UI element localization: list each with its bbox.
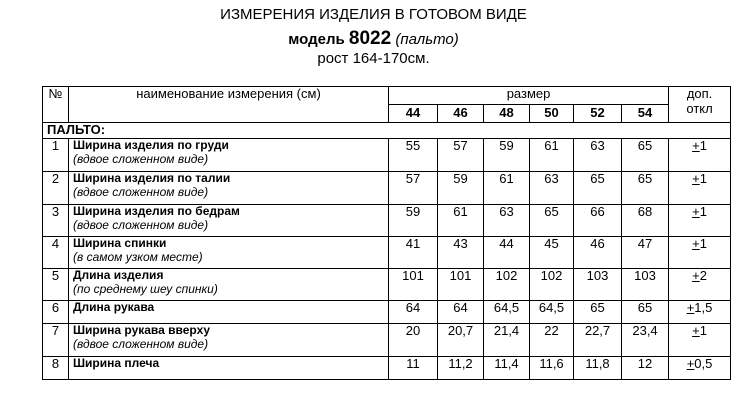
size-value: 20 [389,324,438,357]
tolerance-value: 1 [699,323,707,338]
size-value: 65 [574,301,622,324]
tolerance-cell [669,324,731,357]
measurement-name: Ширина рукава вверху [73,323,211,337]
tolerance-sign: + [686,356,695,371]
size-value: 22 [530,324,574,357]
col-tolerance-header [669,87,731,123]
table-row [43,205,731,237]
size-value: 64,5 [484,301,530,324]
measurement-note: (вдвое сложенном виде) [73,336,209,351]
model-number: 8022 [348,28,392,49]
size-value: 59 [438,172,484,205]
tolerance-value: 1 [699,204,707,219]
tolerance-cell [669,139,731,172]
measurement-name: Ширина плеча [73,356,160,370]
tolerance-cell [669,301,731,324]
size-value: 61 [484,172,530,205]
table-row [43,301,731,324]
tolerance-cell [669,357,731,380]
tolerance-sign: + [692,268,700,283]
measurement-note: (вдвое сложенном виде) [73,184,209,199]
tolerance-value: 2 [699,268,707,283]
size-value: 11,8 [574,357,622,380]
measurement-name-cell [69,324,389,357]
tolerance-sign: + [692,236,700,251]
size-value: 65 [622,172,669,205]
size-value: 66 [574,205,622,237]
measurement-name-cell [69,357,389,380]
size-value: 57 [389,172,438,205]
table-row [43,237,731,269]
row-number: 3 [43,205,69,237]
tolerance-sign: + [692,323,700,338]
size-value: 59 [484,139,530,172]
table-row [43,139,731,172]
size-value: 11,2 [438,357,484,380]
size-value: 47 [622,237,669,269]
measurement-name-cell [69,139,389,172]
size-value: 22,7 [574,324,622,357]
table-row [43,324,731,357]
tolerance-value: 1 [699,171,707,186]
size-cell: 48 [484,105,530,123]
header-row [43,87,731,105]
tolerance-cell [669,172,731,205]
row-number: 7 [43,324,69,357]
measurement-name: Длина изделия [73,268,164,282]
size-value: 12 [622,357,669,380]
size-cell: 44 [389,105,438,123]
size-value: 61 [530,139,574,172]
document-title: ИЗМЕРЕНИЯ ИЗДЕЛИЯ В ГОТОВОМ ВИДЕ [220,6,527,23]
size-value: 64,5 [530,301,574,324]
size-value: 44 [484,237,530,269]
size-value: 102 [530,269,574,301]
col-no-header: № [43,87,69,123]
col-name-header: наименование измерения (см) [69,87,389,123]
measurement-note: (вдвое сложенном виде) [73,217,209,232]
size-value: 11,6 [530,357,574,380]
row-number: 1 [43,139,69,172]
tolerance-label-1: доп. [686,86,713,101]
tolerance-value: 1,5 [694,300,713,315]
row-number: 8 [43,357,69,380]
col-size-header: размер [389,87,669,105]
size-value: 11 [389,357,438,380]
measurement-name: Ширина изделия по талии [73,171,231,185]
size-value: 20,7 [438,324,484,357]
size-cell: 50 [530,105,574,123]
measurement-name: Ширина изделия по бедрам [73,204,240,218]
row-number: 6 [43,301,69,324]
measurement-name-cell [69,237,389,269]
table-body [43,87,731,380]
model-line [0,28,747,50]
size-value: 63 [530,172,574,205]
size-cell: 52 [574,105,622,123]
tolerance-sign: + [692,204,700,219]
size-value: 57 [438,139,484,172]
size-value: 55 [389,139,438,172]
section-label: ПАЛЬТО: [43,123,731,139]
size-value: 65 [530,205,574,237]
size-value: 65 [622,301,669,324]
table-row [43,172,731,205]
tolerance-value: 1 [699,236,707,251]
size-cell: 46 [438,105,484,123]
size-value: 45 [530,237,574,269]
height-range: рост 164-170см. [317,50,430,67]
row-number: 5 [43,269,69,301]
measurement-note: (по среднему шеу спинки) [73,281,218,296]
tolerance-value: 0,5 [694,356,713,371]
measurement-note: (вдвое сложенном виде) [73,151,209,166]
size-value: 103 [622,269,669,301]
measurement-name-cell [69,172,389,205]
size-value: 101 [438,269,484,301]
measurement-note: (в самом узком месте) [73,249,203,264]
measurement-name-cell [69,301,389,324]
table-row [43,357,731,380]
size-value: 41 [389,237,438,269]
size-value: 11,4 [484,357,530,380]
tolerance-cell [669,237,731,269]
row-number: 4 [43,237,69,269]
size-value: 63 [484,205,530,237]
size-value: 65 [622,139,669,172]
measurement-name-cell [69,269,389,301]
tolerance-sign: + [692,171,700,186]
size-value: 21,4 [484,324,530,357]
size-cell: 54 [622,105,669,123]
size-value: 68 [622,205,669,237]
section-row [43,123,731,139]
size-value: 23,4 [622,324,669,357]
model-type: (пальто) [395,31,459,48]
tolerance-sign: + [692,138,700,153]
size-value: 64 [438,301,484,324]
row-number: 2 [43,172,69,205]
tolerance-sign: + [686,300,695,315]
table-row [43,269,731,301]
tolerance-value: 1 [699,138,707,153]
tolerance-cell [669,269,731,301]
size-value: 102 [484,269,530,301]
size-value: 63 [574,139,622,172]
measurement-name: Ширина спинки [73,236,167,250]
size-value: 101 [389,269,438,301]
size-value: 64 [389,301,438,324]
measurement-name: Длина рукава [73,300,155,314]
measurements-table [42,86,731,380]
model-prefix: модель [288,31,345,48]
measurement-name-cell [69,205,389,237]
size-value: 59 [389,205,438,237]
size-value: 65 [574,172,622,205]
tolerance-label-2: откл [686,100,713,116]
size-value: 46 [574,237,622,269]
size-value: 61 [438,205,484,237]
size-value: 43 [438,237,484,269]
measurement-name: Ширина изделия по груди [73,138,229,152]
size-value: 103 [574,269,622,301]
tolerance-cell [669,205,731,237]
